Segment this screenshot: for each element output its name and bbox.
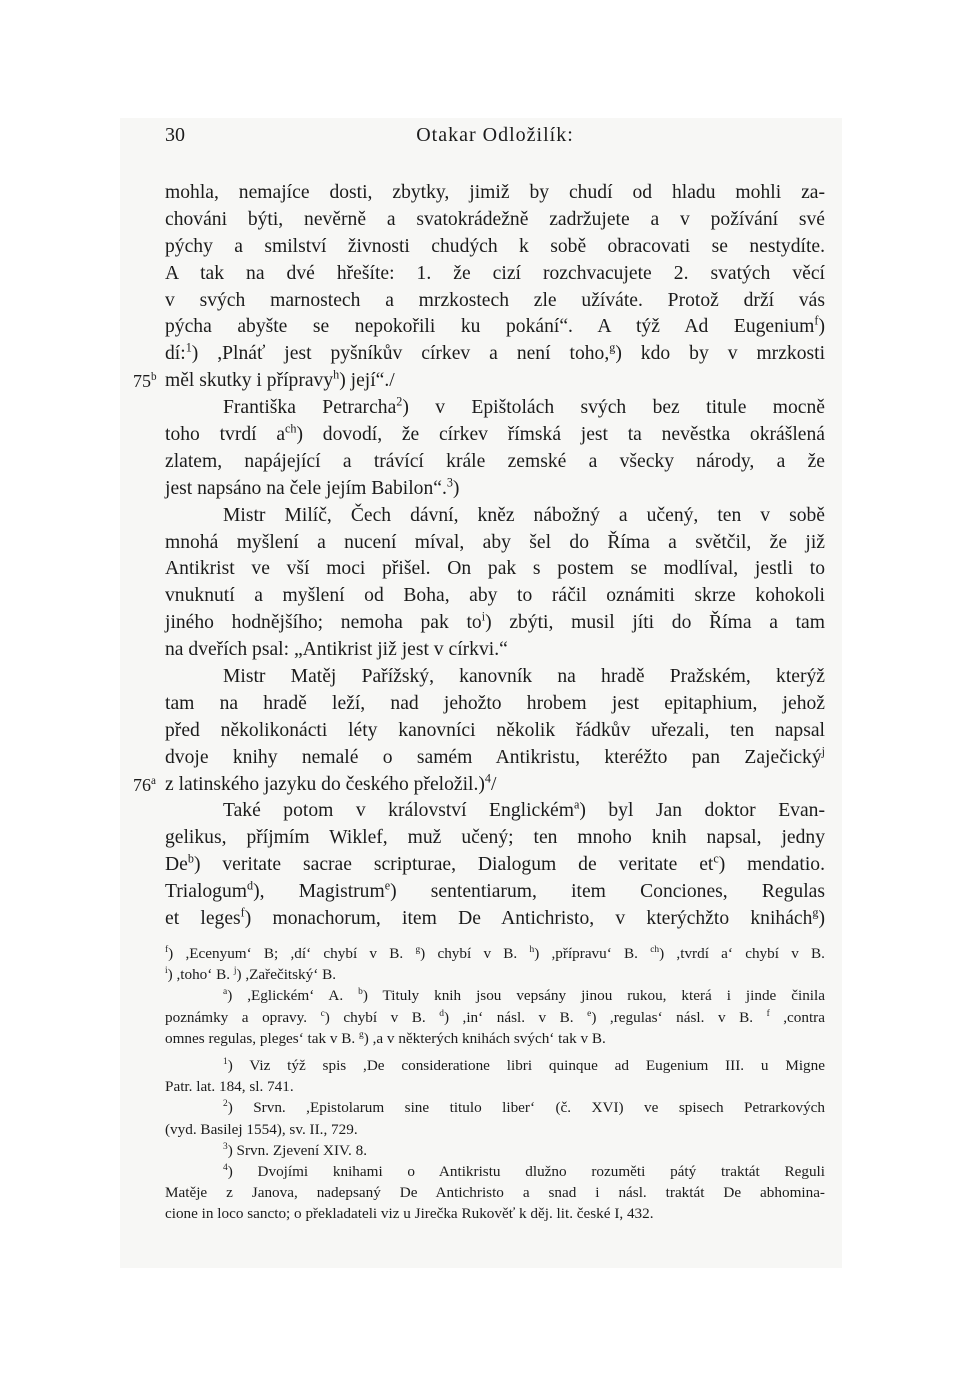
apparatus-line: $^f$) ,Ecenyum‘ B; ,dí‘ chybí v B. $^g$) chybí v B. $^h$) ,přípravu‘ B. $^{ch}$) ,tvrdí a‘ chybí v B. <box>165 944 825 962</box>
footnotes <box>165 943 825 1224</box>
text-line: mnohá myšlení a nucení míval, aby šel do Říma a světčil, že již <box>165 531 825 553</box>
text-line: dí:$^1$) ,Plnáť jest pyšníkův církev a není toho,$^g$) kdo by v mrzkosti <box>165 340 826 365</box>
page-header <box>165 124 825 154</box>
text-line: gelikus, příjmím Wiklef, muž učený; ten mnoho knih napsal, jedny <box>165 827 825 849</box>
text-line: 76$^a$ z latinského jazyku do českého přeložil.)$^4$/ <box>165 772 825 799</box>
margin-folio-76a: 76$^a$ <box>133 774 156 795</box>
apparatus-line: $^i$) ,toho‘ B. $^j$) ,Zařečitský‘ B. <box>165 966 337 984</box>
text-line: et leges$^f$) monachorum, item De Antichristo, v kterýchžto knihách$^g$) <box>165 905 825 930</box>
footnote-line: cione in loco sancto; o překladateli viz u Jirečka Rukověť k děj. lit. české I, 432. <box>165 1205 654 1223</box>
text-line: Antikrist ve vší moci přišel. On pak s postem se modlíval, jestli to <box>165 558 825 580</box>
footnote-line: $^4$) Dvojími knihami o Antikristu dlužno rozuměti pátý traktát Reguli <box>223 1162 825 1180</box>
text-line: pýchy a smilství živnosti chudých k sobě obracovati se nestydíte. <box>165 235 825 257</box>
footnote-line: $^3$) Srvn. Zjevení XIV. 8. <box>223 1141 368 1159</box>
text-line: A tak na dvé hřešíte: 1. že cizí rozchvacujete 2. svatých věcí <box>165 262 825 284</box>
text-line: mohla, nemajíce dosti, zbytky, jimiž by chudí od hladu mohli za- <box>165 182 825 203</box>
apparatus-line: $^a$) ,Eglickém‘ A. $^b$) Tituly knih jsou vepsány jinou rukou, která i jinde činila <box>223 987 825 1005</box>
footnote-line: Patr. lat. 184, sl. 741. <box>165 1078 294 1096</box>
footnote-line: $^1$) Viz týž spis ,De consideratione libri quinque ad Eugenium III. u Migne <box>223 1056 825 1074</box>
text-line: De$^b$) veritate sacrae scripturae, Dialogum de veritate $et^c$) mendatio. <box>165 851 825 876</box>
text-line: před několikonácti léty kanovníci několik řádkův uřezali, ten napsal <box>165 719 825 741</box>
text-line: 75$^b$ měl skutky i přípravy$^h$) její“./ <box>165 368 825 395</box>
text-line: na dveřích psal: „Antikrist již jest v církvi.“ <box>165 639 508 661</box>
text-line: tam na hradě leží, nad jehožto hrobem jest epitaphium, jehož <box>165 692 825 714</box>
footnote-line: (vyd. Basilej 1554), sv. II., 729. <box>165 1120 358 1138</box>
margin-folio-75b: 75$^b$ <box>133 371 157 392</box>
text-line: Františka Petrarcha$^2$) v Epištolách svých bez titule mocně <box>223 394 825 419</box>
text-line: chováni býti, nevěrně a svatokrádežně zadržujete a v požívání své <box>165 208 825 230</box>
text-line: jest napsáno na čele jejím Babilon“.$^3$) <box>165 475 460 499</box>
text-line: v svých marnostech a mrzkostech zle užíváte. Protož drží vás <box>165 289 825 311</box>
page-number: 30 <box>165 124 185 146</box>
text-line: dvoje knihy nemalé o samém Antikristu, kteréžto pan Zaječický$^j$ <box>165 744 825 768</box>
main-text <box>133 180 826 933</box>
apparatus-line: poznámky a opravy. $^c$) chybí v B. $^d$) ,in‘ násl. v B. $^e$) ,regulas‘ násl. v B. $^f$ ,contra <box>165 1008 825 1026</box>
running-title: Otakar Odložilík: <box>416 124 574 146</box>
text-line: pýcha abyšte se nepokořili ku pokání“. A týž Ad Eugenium$^f$) <box>165 313 825 338</box>
text-line: Mistr Milíč, Čech dávní, kněz nábožný a učený, ten v sobě <box>223 504 825 526</box>
text-line: Také potom v království Englickém$^a$) byl Jan doktor Evan- <box>223 797 825 822</box>
text-line: Trialogum$^d$), Magistrum$^e$) sententiarum, item Conciones, Regulas <box>165 878 825 903</box>
text-line: toho tvrdí $a^{ch}$) dovodí, že církev římská jest ta nevěstka okrášlená <box>165 421 825 446</box>
footnote-line: $^2$) Srvn. ,Epistolarum sine titulo liber‘ (č. XVI) ve spisech Petrarkových <box>223 1099 825 1117</box>
footnote-line: Matěje z Janova, nadepsaný De Antichristo a snad i násl. traktát De abhomina- <box>165 1184 825 1202</box>
apparatus-line: omnes regulas, pleges‘ tak v B. $^g$) ,a v některých knihách svých‘ tak v B. <box>165 1029 606 1047</box>
text-line: zlatem, napájející a trávící krále zemské a všecky národy, a že <box>165 450 825 472</box>
text-line: vnuknutí a myšlení od Boha, aby to ráčil oznámiti skrze kohokoli <box>165 585 825 607</box>
text-line: jiného hodnějšího; nemoha pak $to^i$) zbýti, musil jíti do Říma a tam <box>165 609 825 634</box>
text-line: Mistr Matěj Pařížský, kanovník na hradě Pražském, kterýž <box>223 666 825 688</box>
